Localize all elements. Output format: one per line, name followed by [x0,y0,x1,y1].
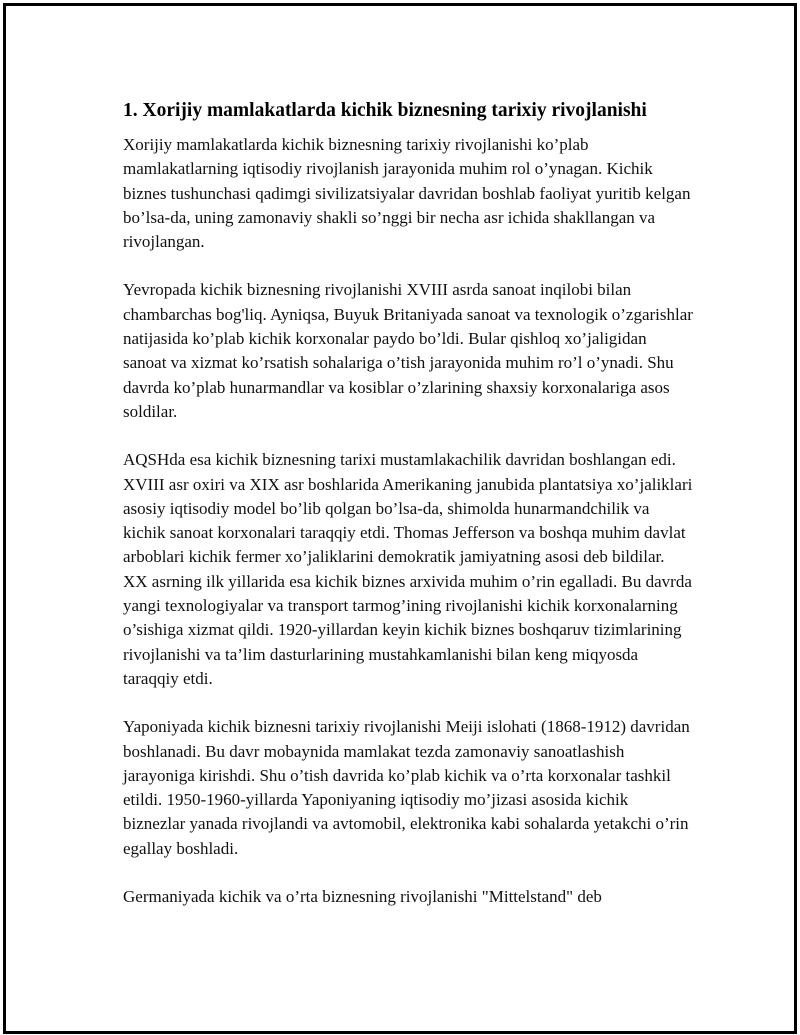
document-body [123,98,693,933]
section-title: 1. Xorijiy mamlakatlarda kichik biznesning tarixiy rivojlanishi [123,100,647,121]
paragraph-japan: Yaponiyada kichik biznesni tarixiy rivojlanishi Meiji islohati (1868-1912) davridan boshlanadi. Bu davr mobaynida mamlakat tezda zamonaviy sanoatlashish jarayoniga kirishdi. Shu o’tish davrida ko’plab kichik va o’rta korxonalar tashkil etildi. 1950-1960-yillarda Yaponiyaning iqtisodiy mo’jizasi asosida kichik biznezlar yanada rivojlandi va avtomobil, elektronika kabi sohalarda yetakchi o’rin egallay boshladi. [123,717,690,858]
paragraph-usa: AQSHda esa kichik biznesning tarixi mustamlakachilik davridan boshlangan edi. XVIII asr oxiri va XIX asr boshlarida Amerikaning janubida plantatsiya xo’jaliklari asosiy iqtisodiy model bo’lib qolgan bo’lsa-da, shimolda hunarmandchilik va kichik sanoat korxonalari taraqqiy etdi. Thomas Jefferson va boshqa muhim davlat arboblari kichik fermer xo’jaliklarini demokratik jamiyatning asosi deb bildilar. XX asrning ilk yillarida esa kichik biznes arxivida muhim o’rin egalladi. Bu davrda yangi texnologiyalar va transport tarmog’ining rivojlanishi kichik korxonalarning o’sishiga xizmat qildi. 1920-yillardan keyin kichik biznes boshqaruv tizimlarining rivojlanishi va ta’lim dasturlarining mustahkamlanishi bilan keng miqyosda taraqqiy etdi. [123,450,693,688]
paragraph-intro: Xorijiy mamlakatlarda kichik biznesning tarixiy rivojlanishi ko’plab mamlakatlarning iqtisodiy rivojlanish jarayonida muhim rol o’ynagan. Kichik biznes tushunchasi qadimgi sivilizatsiyalar davridan boshlab faoliyat yuritib kelgan bo’lsa-da, uning zamonaviy shakli so’nggi bir necha asr ichida shakllangan va rivojlangan. [123,135,691,252]
paragraph-germany: Germaniyada kichik va o’rta biznesning rivojlanishi "Mittelstand" deb [123,887,602,907]
page-frame [3,3,797,1034]
paragraph-europe: Yevropada kichik biznesning rivojlanishi XVIII asrda sanoat inqilobi bilan chambarchas bog'liq. Ayniqsa, Buyuk Britaniyada sanoat va texnologik o’zgarishlar natijasida ko’plab kichik korxonalar paydo bo’ldi. Bular qishloq xo’jaligidan sanoat va xizmat ko’rsatish sohalariga o’tish jarayonida muhim ro’l o’ynadi. Shu davrda ko’plab hunarmandlar va kosiblar o’zlarining shaxsiy korxonalariga asos soldilar. [123,280,693,421]
